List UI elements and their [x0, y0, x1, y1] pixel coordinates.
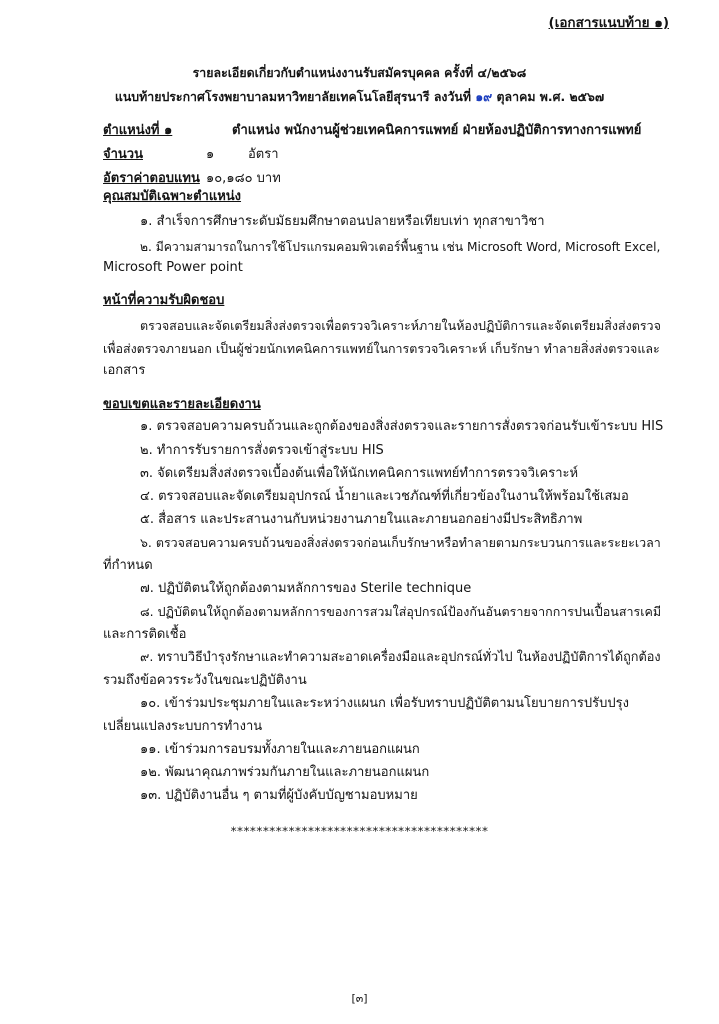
announcement-suffix: ตุลาคม พ.ศ. ๒๕๖๗	[496, 90, 605, 104]
qualifications-heading: คุณสมบัติเฉพาะตำแหน่ง	[103, 189, 242, 204]
responsibilities-text: เพื่อส่งตรวจภายนอก เป็นผู้ช่วยนักเทคนิคการแพทย์ในการตรวจวิเคราะห์ เก็บรักษา ทำลายสิ่งส่งตรวจและ	[103, 341, 660, 356]
scope-item: ๘. ปฏิบัติตนให้ถูกต้องตามหลักการของการสวมใส่อุปกรณ์ป้องกันอันตรายจากการปนเปื้อนสารเคมี	[140, 604, 662, 619]
document-title: รายละเอียดเกี่ยวกับตำแหน่งงานรับสมัครบุคคล ครั้งที่ ๔/๒๕๖๘	[192, 66, 527, 80]
scope-item: ๗. ปฏิบัติตนให้ถูกต้องตามหลักการของ Sterile technique	[140, 581, 472, 596]
scope-item-continued: เปลี่ยนแปลงระบบการทำงาน	[103, 719, 263, 734]
position-value: ตำแหน่ง พนักงานผู้ช่วยเทคนิคการแพทย์ ฝ่ายห้องปฏิบัติการทางการแพทย์	[232, 123, 642, 138]
scope-item: ๕. สื่อสาร และประสานงานกับหน่วยงานภายในและภายนอกอย่างมีประสิทธิภาพ	[140, 512, 583, 527]
scope-item: ๑๒. พัฒนาคุณภาพร่วมกันภายในและภายนอกแผนก	[140, 765, 430, 780]
scope-item: ๖. ตรวจสอบความครบถ้วนของสิ่งส่งตรวจก่อนเก็บรักษาหรือทำลายตามกระบวนการและระยะเวลา	[140, 535, 661, 550]
qualification-item: ๒. มีความสามารถในการใช้โปรแกรมคอมพิวเตอร์พื้นฐาน เช่น Microsoft Word, Microsoft Excel,	[140, 240, 661, 254]
scope-item: ๑๐. เข้าร่วมประชุมภายในและระหว่างแผนก เพื่อรับทราบปฏิบัติตามนโยบายการปรับปรุง	[140, 696, 629, 711]
responsibilities-text: ตรวจสอบและจัดเตรียมสิ่งส่งตรวจเพื่อตรวจวิเคราะห์ภายในห้องปฏิบัติการและจัดเตรียมสิ่งส่งตรวจ	[140, 318, 661, 333]
scope-item-continued: และการติดเชื้อ	[103, 627, 187, 642]
page-number: [๓]	[351, 992, 368, 1005]
scope-heading: ขอบเขตและรายละเอียดงาน	[103, 397, 261, 412]
count-label: จำนวน	[103, 147, 143, 162]
position-label: ตำแหน่งที่ ๑	[103, 123, 173, 138]
scope-item: ๒. ทำการรับรายการสั่งตรวจเข้าสู่ระบบ HIS	[140, 443, 384, 458]
scope-item: ๑. ตรวจสอบความครบถ้วนและถูกต้องของสิ่งส่งตรวจและรายการสั่งตรวจก่อนรับเข้าระบบ HIS	[140, 419, 664, 434]
responsibilities-heading: หน้าที่ความรับผิดชอบ	[103, 293, 225, 308]
count-value: ๑	[206, 147, 215, 162]
salary-label: อัตราค่าตอบแทน	[103, 171, 200, 186]
responsibilities-text: เอกสาร	[103, 363, 146, 378]
scope-item: ๙. ทราบวิธีบำรุงรักษาและทำความสะอาดเครื่องมือและอุปกรณ์ทั่วไป ในห้องปฏิบัติการได้ถูกต้อง	[140, 650, 661, 665]
scope-item-continued: รวมถึงข้อควรระวังในขณะปฏิบัติงาน	[103, 673, 307, 688]
qualification-item-continued: Microsoft Power point	[103, 260, 243, 275]
scope-item-continued: ที่กำหนด	[103, 558, 153, 573]
scope-item: ๑๓. ปฏิบัติงานอื่น ๆ ตามที่ผู้บังคับบัญชามอบหมาย	[140, 788, 418, 803]
scope-item: ๓. จัดเตรียมสิ่งส่งตรวจเบื้องต้นเพื่อให้นักเทคนิคการแพทย์ทำการตรวจวิเคราะห์	[140, 466, 579, 481]
announcement-day: ๑๙	[475, 90, 493, 104]
salary-value: ๑๐,๑๘๐ บาท	[206, 171, 281, 186]
section-divider: ****************************************	[230, 824, 489, 838]
scope-item: ๔. ตรวจสอบและจัดเตรียมอุปกรณ์ น้ำยาและเวชภัณฑ์ที่เกี่ยวข้องในงานให้พร้อมใช้เสมอ	[140, 489, 629, 504]
scope-item: ๑๑. เข้าร่วมการอบรมทั้งภายในและภายนอกแผนก	[140, 742, 420, 757]
announcement-reference	[0, 88, 719, 106]
announcement-prefix: แนบท้ายประกาศโรงพยาบาลมหาวิทยาลัยเทคโนโลยีสุรนารี ลงวันที่	[114, 90, 471, 104]
count-unit: อัตรา	[248, 147, 279, 162]
attachment-label: (เอกสารแนบท้าย ๑)	[548, 15, 669, 31]
qualification-item: ๑. สำเร็จการศึกษาระดับมัธยมศึกษาตอนปลายหรือเทียบเท่า ทุกสาขาวิชา	[140, 214, 545, 229]
